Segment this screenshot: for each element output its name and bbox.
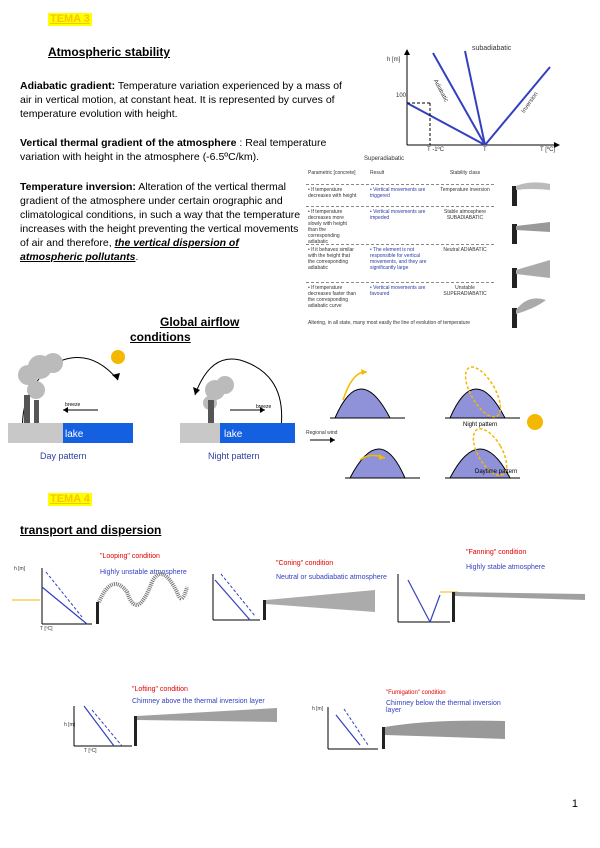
table-header-1: Parametric [concrete] [308,170,356,176]
table-cell: Temperature inversion [440,187,490,193]
table-cell: • Vertical movements are favoured [370,285,426,297]
lofting-h-axis: h [m] [64,722,76,728]
fanning-title: "Fanning" condition [466,549,527,556]
lofting-desc: Chimney above the thermal inversion layer [132,698,265,705]
adiabatic-paragraph [20,79,350,121]
regional-wind-label: Regional wind [306,430,338,436]
graph-h-label: h [m] [387,57,401,63]
vertical-term: Vertical thermal gradient of the atmosphere [20,137,237,149]
looping-h-axis: h [m] [14,566,26,572]
coning-diagram [205,570,380,630]
night-pattern-label: Night pattern [208,451,260,461]
transport-title: transport and dispersion [20,523,162,537]
looping-t-axis: T [ºC] [40,626,53,632]
night-breeze-label: breeze [256,404,272,410]
daytime-pattern-label: Daytime pattern [475,469,518,475]
inversion-emphasis: the vertical dispersion of atmospheric pollutants [20,237,239,263]
inversion-term: Temperature inversion: [20,181,136,193]
gradient-graph [385,45,565,165]
adiabatic-term: Adiabatic gradient: [20,80,116,92]
table-cell: Neutral ADIABATIC [443,247,487,253]
fanning-desc: Highly stable atmosphere [466,564,545,571]
table-cell: Stable atmosphere SUBADIABATIC [444,209,486,221]
table-footnote: Altering, in all state, many most easily the line of evolution of temperature [308,320,471,326]
coning-desc: Neutral or subadiabatic atmosphere [276,574,387,581]
graph-t-axis: T [ºC] [540,147,556,153]
day-breeze-label: breeze [65,402,81,408]
graph-superadiabatic-label: Superadiabatic [364,156,405,162]
looping-desc: Highly unstable atmosphere [100,569,187,576]
lofting-title: "Lofting" condition [132,686,188,693]
table-cell: • The element is not responsible for vertical movements, and they are significantly large [370,247,427,271]
night-pattern-label-2: Night pattern [463,422,498,428]
chimney-plume-icons [506,168,556,333]
fanning-diagram [390,570,590,630]
coning-title: "Coning" condition [276,560,334,567]
tema-3-label: TEMA 3 [50,13,90,25]
graph-inversion-label: Inversion [520,91,540,115]
airflow-title-2: conditions [130,330,191,344]
table-cell: Unstable SUPERADIABATIC [443,285,487,297]
inversion-text: Alteration of the vertical thermal gradient of the atmosphere under certain orographic and climatological conditions, in such a way that the temperature increases with the height preventing the vertical movements of air and therefore, [20,181,301,249]
vertical-paragraph [20,136,350,164]
airflow-title-1: Global airflow [160,315,240,329]
adiabatic-text: Temperature variation experienced by a mass of air in vertical motion, at constant heat. It is represented by curves of temperature evolution with height. [20,80,342,120]
table-cell: • Vertical movements are triggered [370,187,426,199]
graph-t0: T [483,147,487,153]
looping-diagram [12,562,192,642]
page-title: Atmospheric stability [48,45,171,59]
fumigation-title: "Fumigation" condition [386,690,446,696]
fumigation-h-axis: h [m] [312,706,324,712]
graph-adiabatic-label: Adiabatic [431,78,449,104]
graph-h100: 100 [396,93,407,99]
page-number: 1 [571,798,578,810]
graph-subadiabatic-label: subadiabatic [472,45,512,52]
inversion-end: . [135,251,139,263]
tema-4-label: TEMA 4 [50,493,90,505]
table-cell: • If temperature decreases more slowly with height than the corresponding adiabatic [308,209,347,245]
vertical-text: : Real temperature variation with height in the atmosphere (-6.5ºC/km). [20,137,327,163]
table-header-3: Stability class [449,170,481,176]
inversion-paragraph [20,180,302,264]
table-cell: • If temperature decreases faster than the corresponding adiabatic curve [308,285,357,309]
graph-t1: T -1ºC [427,147,445,153]
fumigation-desc: Chimney below the thermal inversion layer [386,700,501,714]
day-lake-label: lake [65,429,84,440]
table-cell: • If temperature decreases with height [308,187,357,199]
table-cell: • Vertical movements are impeded [370,209,426,221]
mountain-wind-diagrams [305,360,550,485]
looping-title: "Looping" condition [100,553,160,560]
table-header-2: Result [370,170,385,176]
day-pattern-label: Day pattern [40,451,87,461]
fumigation-diagram [310,705,510,757]
table-cell: • If it behaves similar with the height that the corresponding adiabatic [308,247,354,271]
lofting-t-axis: T [ºC] [84,748,97,754]
night-lake-label: lake [224,429,243,440]
